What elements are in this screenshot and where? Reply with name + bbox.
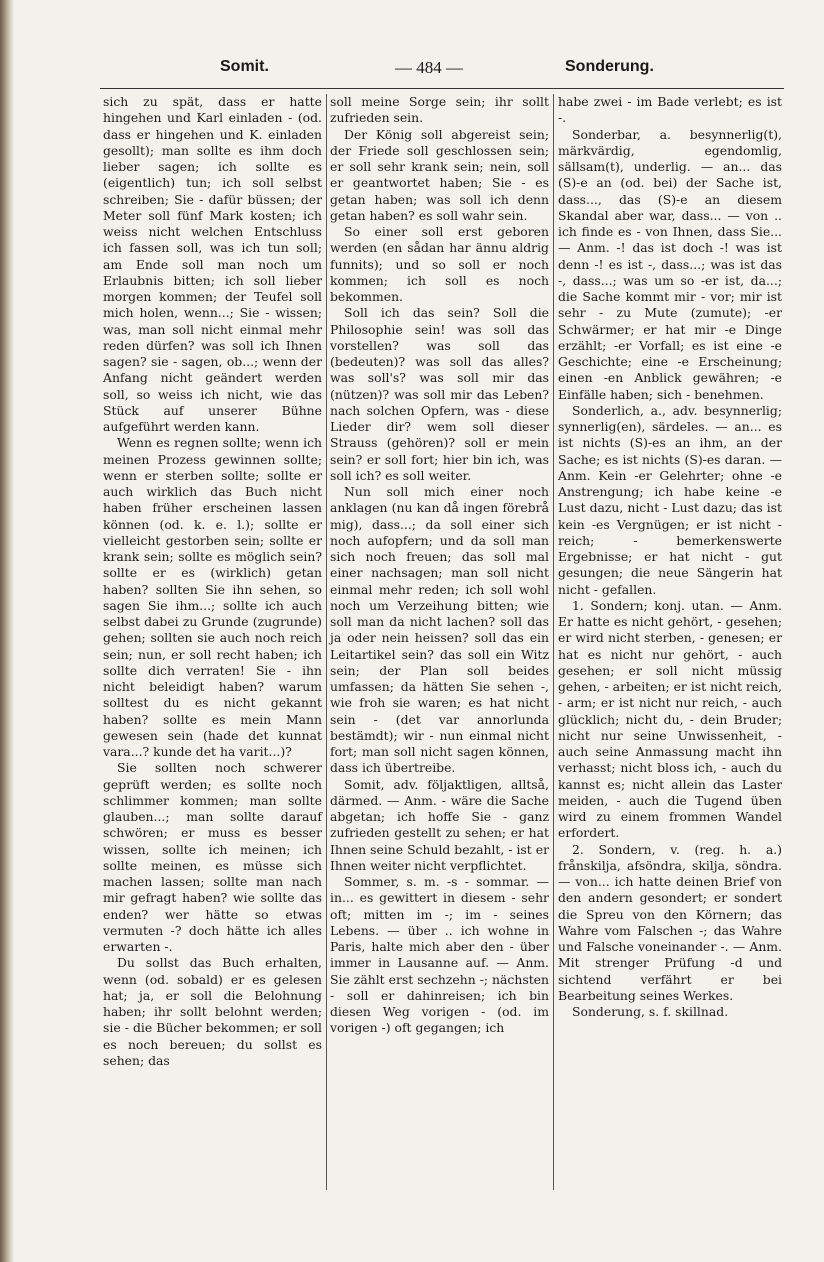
paragraph: Soll ich das sein? Soll die Philosophie sein! was soll das vorstellen? was soll das (bedeuten)? was soll das alles? was soll's? was soll mir das (nützen)? was soll mir das Leben? nach solchen Opfern, was - diese Lieder dir? wem soll dieser Strauss (gehören)? soll er mein sein? er soll fort; hier bin ich, was soll ich? es soll weiter. xyxy=(330,305,549,483)
paragraph: habe zwei - im Bade verlebt; es ist -. xyxy=(558,94,782,126)
column-divider xyxy=(553,94,554,1190)
header-right-guideword: Sonderung. xyxy=(565,58,654,75)
book-spine-shadow xyxy=(0,0,14,1262)
column-1 xyxy=(103,94,322,1069)
dictionary-entry: Sonderbar, a. besynnerlig(t), märkvärdig, egendomlig, sällsam(t), underlig. — an... das (S)-e an (od. bei) der Sache ist, dass..., das (S)-e an diesem Skandal aber war, dass... — von .. ich finde es - von Ihnen, dass Sie... — Anm. -! das ist doch -! was ist denn -! es ist -, dass...; was ist das -, dass...; was um so -er ist, da...; die Sache kommt mir - vor; mir ist sehr - zu Mute (zumute); -er Schwärmer; er hat mir -e Dinge erzählt; -er Vorfall; es ist eine -e Geschichte; eine -e Erscheinung; einen -en Anblick gewähren; -e Einfälle haben; sich - benehmen. xyxy=(558,126,782,402)
column-divider xyxy=(326,94,327,1190)
paragraph: Du sollst das Buch erhalten, wenn (od. sobald) er es gelesen hat; ja, er soll die Belohnung haben; ihr sollt belohnt werden; sie - die Bücher bekommen; er soll es noch bereuen; du sollst es sehen; das xyxy=(103,955,322,1068)
header-left-guideword: Somit. xyxy=(220,58,269,75)
page-number: — 484 — xyxy=(395,58,463,77)
dictionary-entry: Sonderlich, a., adv. besynnerlig; synnerlig(en), särdeles. — an... es ist nichts (S)-es an ihm, an der Sache; es ist nichts (S)-es daran. — Anm. Kein -er Gelehrter; ohne -e Anstrengung; ich habe keine -e Lust dazu, nicht - Lust dazu; das ist kein -es Vergnügen; er ist nicht - reich; - bemerkenswerte Ergebnisse; er hat nicht - gut gesungen; die neue Sängerin hat nicht - gefallen. xyxy=(558,402,782,597)
paragraph: So einer soll erst geboren werden (en sådan har ännu aldrig funnits); und so soll er noch kommen; ich soll es noch bekommen. xyxy=(330,224,549,304)
column-2 xyxy=(330,94,549,1037)
paragraph: soll meine Sorge sein; ihr sollt zufrieden sein. xyxy=(330,94,549,126)
column-3 xyxy=(558,94,782,1020)
dictionary-entry: 2. Sondern, v. (reg. h. a.) frånskilja, afsöndra, skilja, söndra. — von... ich hatte deinen Brief von den andern gesondert; er sondert die Spreu von den Körnern; das Wahre vom Falschen -; das Wahre und Falsche voneinander -. — Anm. Mit strenger Prüfung -d und sichtend verfährt er bei Bearbeitung seines Werkes. xyxy=(558,841,782,1003)
dictionary-entry: Sonderung, s. f. skillnad. xyxy=(572,1004,729,1019)
paragraph: Der König soll abgereist sein; der Friede soll geschlossen sein; er soll sehr krank sein; nein, soll er geantwortet haben; Sie - es getan haben; was soll ich denn getan haben? es soll wahr sein. xyxy=(330,126,549,223)
dictionary-entry: Somit, adv. följaktligen, alltså, därmed. — Anm. - wäre die Sache abgetan; ich hoffe Sie - ganz zufrieden gestellt zu sehen; er hat Ihnen seine Schuld bezahlt, - ist er Ihnen weiter nicht verpflichtet. xyxy=(330,776,549,873)
dictionary-entry: Sommer, s. m. -s - sommar. — in... es gewittert in diesem - sehr oft; mitten im -; im - seines Lebens. — über .. ich wohne in Paris, halte mich aber den - über immer in Lausanne auf. — Anm. Sie zählt erst sechzehn -; nächsten - soll er dahinreisen; ich bin diesen Weg vorigen - (od. im vorigen -) oft gegangen; ich xyxy=(330,874,549,1036)
paragraph: Sie sollten noch schwerer geprüft werden; es sollte noch schlimmer kommen; man sollte glauben...; man sollte darauf schwören; er muss es besser wissen, sollte ich meinen; ich sollte meinen, es müsse sich machen lassen; sollte man nach mir gefragt haben? wie sollte das enden? wer hätte so etwas vermuten -? doch hätte ich alles erwarten -. xyxy=(103,760,322,954)
paragraph: Wenn es regnen sollte; wenn ich meinen Prozess gewinnen sollte; wenn er sterben sollte; sollte er auch wirklich das Buch nicht haben früher erscheinen lassen können (od. k. e. l.); sollte er vielleicht gestorben sein; sollte er krank sein; sollte es möglich sein? sollte er es (wirklich) getan haben? sollten Sie ihn sehen, so sagen Sie ihm...; sollte ich auch selbst dabei zu Grunde (zugrunde) gehen; sollten sie auch noch reich sein; nun, er soll recht haben; ich sollte dich verraten! Sie - ihn nicht beleidigt haben? warum solltest du es nicht gekannt haben? sollte es mein Mann gewesen sein (hade det kunnat vara...? kunde det ha varit...)? xyxy=(103,435,322,759)
dictionary-entry: 1. Sondern; konj. utan. — Anm. Er hatte es nicht gehört, - gesehen; er wird nicht sterben, - genesen; er hat es nicht nur gehört, - auch gesehen; er soll nicht müssig gehen, - arbeiten; er ist nicht reich, - arm; er ist nicht nur reich, - auch glücklich; nicht du, - dein Bruder; nicht nur seine Unwissenheit, - auch seine Anmassung macht ihn verhasst; nicht bloss ich, - auch du kannst es; nicht allein das Laster meiden, - auch die Tugend üben wird zu einem frommen Wandel erfordert. xyxy=(558,597,782,841)
paragraph: sich zu spät, dass er hatte hingehen und Karl einladen - (od. dass er hingehen und K. einladen gesollt); man sollte es ihm doch lieber sagen; ich sollte es (eigentlich) tun; ich soll selbst schreiben; Sie - dafür büssen; der Meter soll fünf Mark kosten; ich weiss nicht welchen Entschluss ich fassen soll, was ich tun soll; am Ende soll man noch um Erlaubnis bitten; ich soll lieber morgen kommen; der Teufel soll mich holen, wenn...; Sie - wissen; was, man soll nicht einmal mehr reden dürfen? was soll ich Ihnen sagen? sie - sagen, ob...; wenn der Anfang nicht geändert werden soll, so weiss ich nicht, wie das Stück auf unserer Bühne aufgeführt werden kann. xyxy=(103,94,322,434)
header-rule xyxy=(100,88,784,89)
page-header xyxy=(100,58,782,88)
paragraph: Nun soll mich einer noch anklagen (nu kan då ingen förebrå mig), dass...; da soll einer sich noch aufopfern; und da soll man sich noch freuen; das soll mal einer nachsagen; man soll nicht einmal mehr reden; ich soll wohl noch um Verzeihung bitten; wie soll man da nicht lachen? soll das ja oder nein heissen? soll das ein Leitartikel sein? das soll ein Witz sein; der Plan soll beides umfassen; da hätten Sie sehen -, wie froh sie waren; es hat nicht sein - (det var annorlunda bestämdt); wir - nun einmal nicht fort; man soll nicht sagen können, dass ich übertreibe. xyxy=(330,484,549,776)
